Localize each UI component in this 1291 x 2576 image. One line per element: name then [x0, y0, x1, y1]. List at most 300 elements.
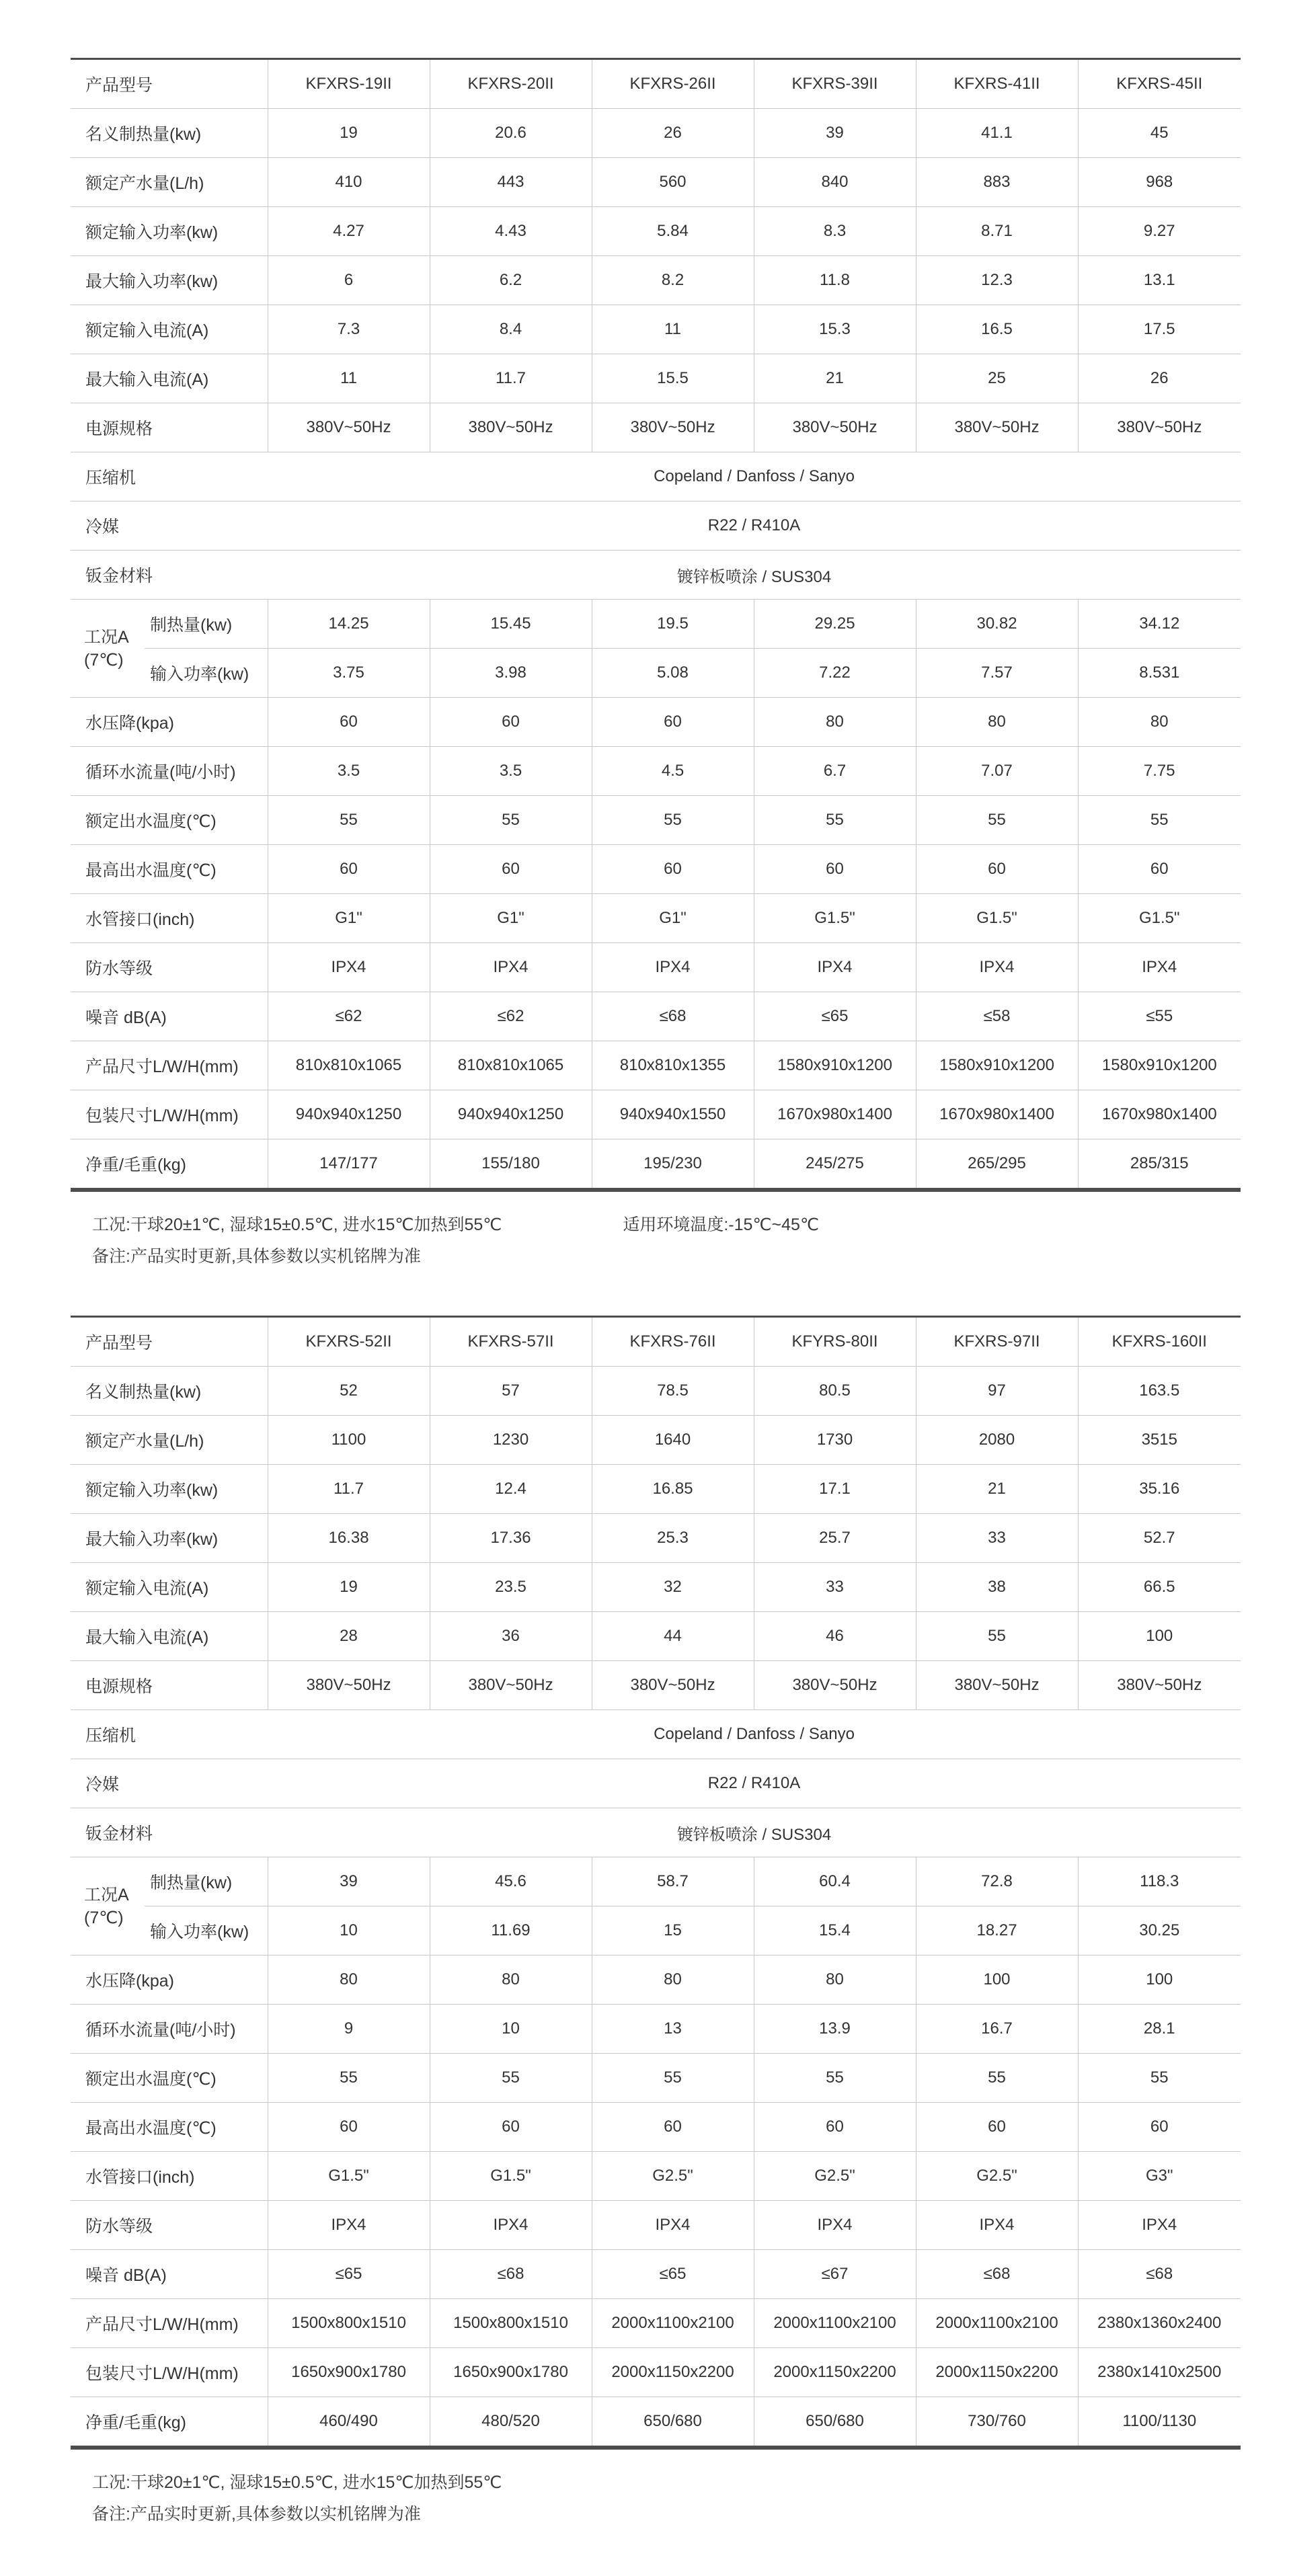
cell-value: 7.22 [754, 649, 916, 698]
cell-value: IPX4 [430, 2201, 592, 2250]
cell-value: 15.5 [592, 354, 754, 403]
cell-value: 80 [592, 1956, 754, 2005]
table-row [71, 2201, 1241, 2250]
row-label: 额定出水温度(℃) [71, 2054, 268, 2103]
cell-value: 16.85 [592, 1465, 754, 1514]
cell-value: ≤67 [754, 2250, 916, 2299]
cell-value: IPX4 [268, 943, 430, 992]
cell-value: 380V~50Hz [1078, 403, 1241, 452]
cell-value: 380V~50Hz [268, 403, 430, 452]
cell-value: 39 [754, 109, 916, 158]
cell-value: G1.5" [430, 2152, 592, 2201]
cell-value: 2000x1100x2100 [592, 2299, 754, 2348]
cell-value: 15.4 [754, 1906, 916, 1956]
table-row [71, 2348, 1241, 2397]
cell-value: 380V~50Hz [430, 1661, 592, 1710]
table-row [71, 2054, 1241, 2103]
cell-value: 28 [268, 1612, 430, 1661]
cell-value: 镀锌板喷涂 / SUS304 [268, 1808, 1241, 1857]
cell-value: 7.57 [916, 649, 1078, 698]
table-row [71, 551, 1241, 600]
cell-value: 1100/1130 [1078, 2397, 1241, 2448]
cell-value: 33 [916, 1514, 1078, 1563]
table-row [71, 1661, 1241, 1710]
cell-value: 35.16 [1078, 1465, 1241, 1514]
model-name: KFXRS-19II [268, 59, 430, 109]
row-label: 防水等级 [71, 943, 268, 992]
row-label: 水压降(kpa) [71, 698, 268, 747]
cell-value: ≤65 [268, 2250, 430, 2299]
cell-value: 55 [430, 796, 592, 845]
cell-value: 80 [754, 1956, 916, 2005]
table-row [71, 2152, 1241, 2201]
row-label: 循环水流量(吨/小时) [71, 747, 268, 796]
cell-value: 285/315 [1078, 1139, 1241, 1191]
row-label: 额定出水温度(℃) [71, 796, 268, 845]
cell-value: 1670x980x1400 [754, 1090, 916, 1139]
row-label: 产品尺寸L/W/H(mm) [71, 2299, 268, 2348]
cell-value: 11.8 [754, 256, 916, 305]
cell-value: 650/680 [592, 2397, 754, 2448]
cell-value: 9 [268, 2005, 430, 2054]
row-label: 噪音 dB(A) [71, 992, 268, 1041]
cell-value: ≤55 [1078, 992, 1241, 1041]
table-row [71, 1808, 1241, 1857]
model-name: KFXRS-160II [1078, 1317, 1241, 1367]
cell-value: 118.3 [1078, 1857, 1241, 1906]
cell-value: ≤68 [430, 2250, 592, 2299]
cell-value: ≤68 [592, 992, 754, 1041]
table-row [71, 1367, 1241, 1416]
table-row [71, 501, 1241, 551]
cell-value: 55 [754, 2054, 916, 2103]
cell-value: 4.43 [430, 207, 592, 256]
row-label: 包装尺寸L/W/H(mm) [71, 1090, 268, 1139]
cell-value: 940x940x1250 [268, 1090, 430, 1139]
cell-value: 6 [268, 256, 430, 305]
cell-value: 80 [1078, 698, 1241, 747]
cell-value: 41.1 [916, 109, 1078, 158]
row-sublabel: 制热量(kw) [145, 600, 268, 649]
cell-value: 2080 [916, 1416, 1078, 1465]
cell-value: 100 [1078, 1956, 1241, 2005]
cell-value: Copeland / Danfoss / Sanyo [268, 452, 1241, 501]
cell-value: 55 [268, 796, 430, 845]
cell-value: 730/760 [916, 2397, 1078, 2448]
footnote-working-condition: 工况:干球20±1℃, 湿球15±0.5℃, 进水15℃加热到55℃ [92, 2473, 502, 2492]
cell-value: 2000x1150x2200 [916, 2348, 1078, 2397]
cell-value: 16.38 [268, 1514, 430, 1563]
row-label: 名义制热量(kw) [71, 1367, 268, 1416]
row-label: 产品尺寸L/W/H(mm) [71, 1041, 268, 1090]
cell-value: 4.27 [268, 207, 430, 256]
cell-value: 66.5 [1078, 1563, 1241, 1612]
row-label: 压缩机 [71, 452, 268, 501]
row-label: 产品型号 [71, 59, 268, 109]
cell-value: 60 [268, 698, 430, 747]
cell-value: 3.5 [430, 747, 592, 796]
cell-value: 55 [268, 2054, 430, 2103]
model-name: KFXRS-45II [1078, 59, 1241, 109]
cell-value: 1580x910x1200 [916, 1041, 1078, 1090]
cell-value: 19.5 [592, 600, 754, 649]
table-row [71, 1041, 1241, 1090]
cell-value: 100 [916, 1956, 1078, 2005]
table-row [71, 109, 1241, 158]
cell-value: ≤65 [754, 992, 916, 1041]
row-label: 最大输入电流(A) [71, 1612, 268, 1661]
cell-value: 52.7 [1078, 1514, 1241, 1563]
cell-value: G1.5" [916, 894, 1078, 943]
cell-value: IPX4 [916, 2201, 1078, 2250]
cell-value: 2000x1100x2100 [754, 2299, 916, 2348]
cell-value: 8.71 [916, 207, 1078, 256]
spec-table-2 [71, 1316, 1241, 2450]
cell-value: IPX4 [592, 943, 754, 992]
cell-value: 1100 [268, 1416, 430, 1465]
row-sublabel: 输入功率(kw) [145, 649, 268, 698]
cell-value: 17.5 [1078, 305, 1241, 354]
row-label: 最大输入功率(kw) [71, 256, 268, 305]
cell-value: 55 [916, 2054, 1078, 2103]
table-2-footnotes [92, 2467, 1241, 2530]
cell-value: 4.5 [592, 747, 754, 796]
row-label: 水压降(kpa) [71, 1956, 268, 2005]
cell-value: 60 [754, 845, 916, 894]
table-row [71, 2397, 1241, 2448]
cell-value: 55 [916, 796, 1078, 845]
cell-value: 810x810x1065 [268, 1041, 430, 1090]
cell-value: 8.531 [1078, 649, 1241, 698]
cell-value: 55 [430, 2054, 592, 2103]
header-row [71, 1317, 1241, 1367]
model-name: KFXRS-20II [430, 59, 592, 109]
cell-value: 55 [1078, 2054, 1241, 2103]
cell-value: 60 [916, 2103, 1078, 2152]
cell-value: 1500x800x1510 [430, 2299, 592, 2348]
cell-value: 30.25 [1078, 1906, 1241, 1956]
cell-value: 17.1 [754, 1465, 916, 1514]
model-name: KFXRS-26II [592, 59, 754, 109]
cell-value: ≤65 [592, 2250, 754, 2299]
footnote-remark: 备注:产品实时更新,具体参数以实机铭牌为准 [92, 1247, 421, 1266]
cell-value: 650/680 [754, 2397, 916, 2448]
row-label: 防水等级 [71, 2201, 268, 2250]
row-label: 额定输入电流(A) [71, 305, 268, 354]
cell-value: 20.6 [430, 109, 592, 158]
table-row [71, 158, 1241, 207]
table-row [71, 1139, 1241, 1191]
cell-value: 380V~50Hz [916, 403, 1078, 452]
cell-value: 21 [754, 354, 916, 403]
cell-value: IPX4 [916, 943, 1078, 992]
model-name: KFXRS-97II [916, 1317, 1078, 1367]
cell-value: 60 [754, 2103, 916, 2152]
cell-value: 1670x980x1400 [916, 1090, 1078, 1139]
table-row [71, 600, 1241, 649]
row-label: 冷媒 [71, 501, 268, 551]
row-label: 电源规格 [71, 403, 268, 452]
table-row [71, 2103, 1241, 2152]
cell-value: 10 [430, 2005, 592, 2054]
model-name: KFXRS-52II [268, 1317, 430, 1367]
table-row [71, 2005, 1241, 2054]
table-row [71, 1857, 1241, 1906]
tables-gap [71, 1273, 1241, 1316]
cell-value: G2.5" [916, 2152, 1078, 2201]
cell-value: 10 [268, 1906, 430, 1956]
cell-value: 21 [916, 1465, 1078, 1514]
cell-value: 840 [754, 158, 916, 207]
cell-value: 60 [430, 2103, 592, 2152]
cell-value: 810x810x1065 [430, 1041, 592, 1090]
cell-value: 55 [592, 2054, 754, 2103]
table-row [71, 1090, 1241, 1139]
model-name: KFYRS-80II [754, 1317, 916, 1367]
cell-value: 60 [1078, 845, 1241, 894]
row-label: 水管接口(inch) [71, 894, 268, 943]
table-row [71, 943, 1241, 992]
row-label: 钣金材料 [71, 551, 268, 600]
cell-value: IPX4 [754, 943, 916, 992]
cell-value: 14.25 [268, 600, 430, 649]
cell-value: 968 [1078, 158, 1241, 207]
cell-value: 12.3 [916, 256, 1078, 305]
cell-value: 60 [268, 845, 430, 894]
condition-name: 工况A [84, 1885, 129, 1904]
cell-value: 72.8 [916, 1857, 1078, 1906]
cell-value: 13.9 [754, 2005, 916, 2054]
table-row [71, 1956, 1241, 2005]
cell-value: 28.1 [1078, 2005, 1241, 2054]
cell-value: IPX4 [754, 2201, 916, 2250]
cell-value: IPX4 [592, 2201, 754, 2250]
cell-value: 11.7 [268, 1465, 430, 1514]
cell-value: 44 [592, 1612, 754, 1661]
cell-value: 60 [430, 698, 592, 747]
cell-value: 1230 [430, 1416, 592, 1465]
table-row [71, 403, 1241, 452]
cell-value: 镀锌板喷涂 / SUS304 [268, 551, 1241, 600]
cell-value: 13 [592, 2005, 754, 2054]
cell-value: 57 [430, 1367, 592, 1416]
cell-value: 3.5 [268, 747, 430, 796]
cell-value: IPX4 [268, 2201, 430, 2250]
cell-value: IPX4 [430, 943, 592, 992]
cell-value: 940x940x1550 [592, 1090, 754, 1139]
row-sublabel: 输入功率(kw) [145, 1906, 268, 1956]
cell-value: 60 [268, 2103, 430, 2152]
cell-value: 33 [754, 1563, 916, 1612]
cell-value: 380V~50Hz [1078, 1661, 1241, 1710]
cell-value: 17.36 [430, 1514, 592, 1563]
cell-value: 3515 [1078, 1416, 1241, 1465]
table-row [71, 2250, 1241, 2299]
row-label: 压缩机 [71, 1710, 268, 1759]
cell-value: 11 [592, 305, 754, 354]
cell-value: 7.75 [1078, 747, 1241, 796]
table-row [71, 354, 1241, 403]
cell-value: 60 [592, 845, 754, 894]
cell-value: 163.5 [1078, 1367, 1241, 1416]
cell-value: 32 [592, 1563, 754, 1612]
cell-value: 3.75 [268, 649, 430, 698]
cell-value: 480/520 [430, 2397, 592, 2448]
footnote-working-condition: 工况:干球20±1℃, 湿球15±0.5℃, 进水15℃加热到55℃ [92, 1215, 502, 1234]
cell-value: ≤68 [916, 2250, 1078, 2299]
footnote-ambient-temp: 适用环境温度:-15℃~45℃ [623, 1215, 820, 1234]
cell-value: 13.1 [1078, 256, 1241, 305]
cell-value: 34.12 [1078, 600, 1241, 649]
cell-value: 11.69 [430, 1906, 592, 1956]
cell-value: 55 [754, 796, 916, 845]
cell-value: 60 [592, 2103, 754, 2152]
row-label: 包装尺寸L/W/H(mm) [71, 2348, 268, 2397]
table-row [71, 207, 1241, 256]
cell-value: 19 [268, 1563, 430, 1612]
cell-value: 1640 [592, 1416, 754, 1465]
condition-group-label [71, 600, 145, 698]
cell-value: 38 [916, 1563, 1078, 1612]
cell-value: 2380x1410x2500 [1078, 2348, 1241, 2397]
cell-value: 45.6 [430, 1857, 592, 1906]
cell-value: G1" [268, 894, 430, 943]
row-label: 最高出水温度(℃) [71, 2103, 268, 2152]
cell-value: 460/490 [268, 2397, 430, 2448]
cell-value: 1730 [754, 1416, 916, 1465]
cell-value: R22 / R410A [268, 501, 1241, 551]
cell-value: 78.5 [592, 1367, 754, 1416]
cell-value: ≤62 [268, 992, 430, 1041]
model-name: KFXRS-41II [916, 59, 1078, 109]
cell-value: 3.98 [430, 649, 592, 698]
table-row [71, 1710, 1241, 1759]
footnote-remark: 备注:产品实时更新,具体参数以实机铭牌为准 [92, 2505, 421, 2524]
cell-value: G3" [1078, 2152, 1241, 2201]
table-row [71, 305, 1241, 354]
row-label: 最高出水温度(℃) [71, 845, 268, 894]
cell-value: 9.27 [1078, 207, 1241, 256]
condition-temp: (7℃) [84, 650, 124, 670]
table-row [71, 649, 1241, 698]
cell-value: 29.25 [754, 600, 916, 649]
cell-value: ≤68 [1078, 2250, 1241, 2299]
cell-value: G1.5" [754, 894, 916, 943]
table-row [71, 796, 1241, 845]
cell-value: 380V~50Hz [916, 1661, 1078, 1710]
row-label: 额定输入功率(kw) [71, 207, 268, 256]
cell-value: IPX4 [1078, 2201, 1241, 2250]
cell-value: 55 [592, 796, 754, 845]
condition-temp: (7℃) [84, 1908, 124, 1927]
cell-value: 60.4 [754, 1857, 916, 1906]
cell-value: ≤58 [916, 992, 1078, 1041]
cell-value: 23.5 [430, 1563, 592, 1612]
cell-value: 1650x900x1780 [268, 2348, 430, 2397]
cell-value: 380V~50Hz [268, 1661, 430, 1710]
cell-value: 380V~50Hz [592, 403, 754, 452]
row-label: 最大输入功率(kw) [71, 1514, 268, 1563]
table-row [71, 256, 1241, 305]
cell-value: 15.3 [754, 305, 916, 354]
cell-value: 147/177 [268, 1139, 430, 1191]
condition-group-label [71, 1857, 145, 1956]
table-row [71, 747, 1241, 796]
cell-value: 26 [1078, 354, 1241, 403]
row-label: 额定产水量(L/h) [71, 158, 268, 207]
cell-value: 380V~50Hz [754, 403, 916, 452]
cell-value: 80.5 [754, 1367, 916, 1416]
cell-value: 2000x1150x2200 [754, 2348, 916, 2397]
row-label: 最大输入电流(A) [71, 354, 268, 403]
table-row [71, 1563, 1241, 1612]
cell-value: 1500x800x1510 [268, 2299, 430, 2348]
row-label: 额定输入电流(A) [71, 1563, 268, 1612]
cell-value: 16.5 [916, 305, 1078, 354]
cell-value: 25.7 [754, 1514, 916, 1563]
cell-value: 245/275 [754, 1139, 916, 1191]
cell-value: 25.3 [592, 1514, 754, 1563]
spec-table-1 [71, 58, 1241, 1192]
cell-value: 560 [592, 158, 754, 207]
footnote-conditions [92, 1209, 1241, 1241]
row-label: 电源规格 [71, 1661, 268, 1710]
cell-value: 410 [268, 158, 430, 207]
cell-value: 8.3 [754, 207, 916, 256]
cell-value: 8.2 [592, 256, 754, 305]
cell-value: 26 [592, 109, 754, 158]
cell-value: 380V~50Hz [754, 1661, 916, 1710]
table-row [71, 894, 1241, 943]
table-row [71, 1759, 1241, 1808]
cell-value: 5.84 [592, 207, 754, 256]
row-label: 额定输入功率(kw) [71, 1465, 268, 1514]
table-row [71, 1906, 1241, 1956]
table-row [71, 698, 1241, 747]
cell-value: 8.4 [430, 305, 592, 354]
cell-value: 16.7 [916, 2005, 1078, 2054]
cell-value: 36 [430, 1612, 592, 1661]
cell-value: 25 [916, 354, 1078, 403]
cell-value: 15.45 [430, 600, 592, 649]
cell-value: Copeland / Danfoss / Sanyo [268, 1710, 1241, 1759]
cell-value: 11 [268, 354, 430, 403]
cell-value: 155/180 [430, 1139, 592, 1191]
cell-value: 1670x980x1400 [1078, 1090, 1241, 1139]
cell-value: 12.4 [430, 1465, 592, 1514]
cell-value: 45 [1078, 109, 1241, 158]
table-row [71, 1514, 1241, 1563]
cell-value: 265/295 [916, 1139, 1078, 1191]
cell-value: 52 [268, 1367, 430, 1416]
cell-value: 60 [430, 845, 592, 894]
cell-value: 80 [430, 1956, 592, 2005]
table-row [71, 452, 1241, 501]
cell-value: 39 [268, 1857, 430, 1906]
table-row [71, 1465, 1241, 1514]
cell-value: 6.2 [430, 256, 592, 305]
row-label: 循环水流量(吨/小时) [71, 2005, 268, 2054]
cell-value: 380V~50Hz [592, 1661, 754, 1710]
cell-value: 60 [592, 698, 754, 747]
cell-value: 46 [754, 1612, 916, 1661]
cell-value: 19 [268, 109, 430, 158]
cell-value: 1650x900x1780 [430, 2348, 592, 2397]
cell-value: 2000x1100x2100 [916, 2299, 1078, 2348]
cell-value: 55 [916, 1612, 1078, 1661]
row-label: 净重/毛重(kg) [85, 1156, 187, 1174]
cell-value: G1" [430, 894, 592, 943]
